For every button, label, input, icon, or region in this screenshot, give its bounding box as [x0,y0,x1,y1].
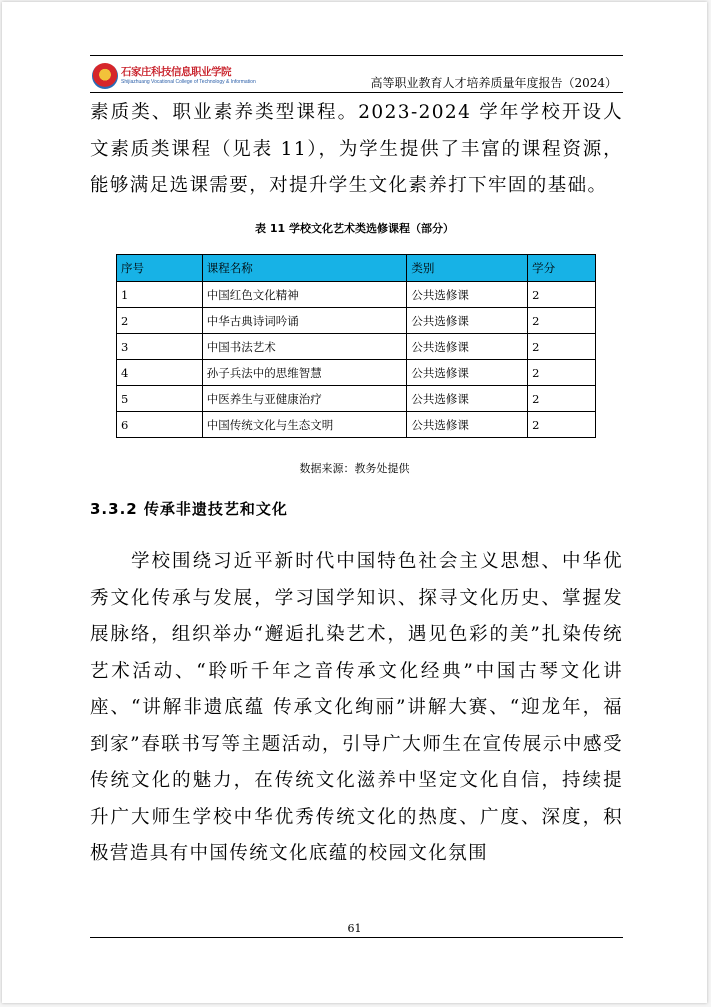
cell-number: 3 [117,334,203,360]
logo-english-name: Shijiazhuang Vocational College of Technology & Information [121,78,256,85]
page-number: 61 [347,922,362,935]
school-emblem-icon [92,63,118,89]
cell-credits: 2 [528,360,596,386]
table-row [117,282,596,308]
cell-credits: 2 [528,412,596,438]
table-caption: 表 11 学校文化艺术类选修课程（部分） [255,222,454,235]
cell-course-name: 中医养生与亚健康治疗 [202,386,407,412]
section-paragraph: 学校围绕习近平新时代中国特色社会主义思想、中华优秀文化传承与发展，学习国学知识、探寻文化历史、掌握发展脉络，组织举办“邂逅扎染艺术，遇见色彩的美”扎染传统艺术活动、“聆听千年之音传承文化经典”中国古琴文化讲座、“讲解非遗底蕴 传承文化绚丽”讲解大赛、“迎龙年，福到家”春联书写等主题活动，引导广大师生在宣传展示中感受传统文化的魅力，在传统文化滋养中坚定文化自信，持续提升广大师生学校中华优秀传统文化的热度、广度、深度，积极营造具有中国传统文化底蕴的校园文化氛围 [90,551,623,864]
cell-credits: 2 [528,282,596,308]
table-row [117,386,596,412]
cell-course-name: 中国红色文化精神 [202,282,407,308]
cell-credits: 2 [528,308,596,334]
cell-category: 公共选修课 [407,386,528,412]
cell-course-name: 中华古典诗词吟诵 [202,308,407,334]
logo-chinese-name: 石家庄科技信息职业学院 [121,66,231,79]
cell-course-name: 中国书法艺术 [202,334,407,360]
cell-credits: 2 [528,386,596,412]
header-top-rule [90,55,623,56]
elective-course-table [116,254,596,438]
table-row [117,360,596,386]
document-page [2,2,707,1003]
section-heading: 3.3.2 传承非遗技艺和文化 [90,500,288,518]
table-row [117,334,596,360]
cell-course-name: 中国传统文化与生态文明 [202,412,407,438]
table-header-row [117,255,596,282]
cell-category: 公共选修课 [407,282,528,308]
cell-number: 1 [117,282,203,308]
cell-number: 2 [117,308,203,334]
cell-number: 6 [117,412,203,438]
cell-category: 公共选修课 [407,360,528,386]
cell-category: 公共选修课 [407,334,528,360]
footer-rule [90,937,623,938]
report-header-title: 高等职业教育人才培养质量年度报告（2024） [370,76,617,90]
header-bottom-rule [90,92,623,93]
column-header-category: 类别 [407,255,528,282]
cell-category: 公共选修课 [407,412,528,438]
column-header-number: 序号 [117,255,203,282]
table-row [117,308,596,334]
cell-course-name: 孙子兵法中的思维智慧 [202,360,407,386]
cell-category: 公共选修课 [407,308,528,334]
table-row [117,412,596,438]
column-header-credits: 学分 [528,255,596,282]
table-data-source: 数据来源：教务处提供 [299,462,410,475]
cell-number: 5 [117,386,203,412]
column-header-course-name: 课程名称 [202,255,407,282]
cell-number: 4 [117,360,203,386]
school-logo [92,62,256,90]
intro-paragraph: 素质类、职业素养类型课程。2023-2024 学年学校开设人文素质类课程（见表 11），为学生提供了丰富的课程资源，能够满足选课需要，对提升学生文化素养打下牢固的基础。 [90,102,623,196]
cell-credits: 2 [528,334,596,360]
